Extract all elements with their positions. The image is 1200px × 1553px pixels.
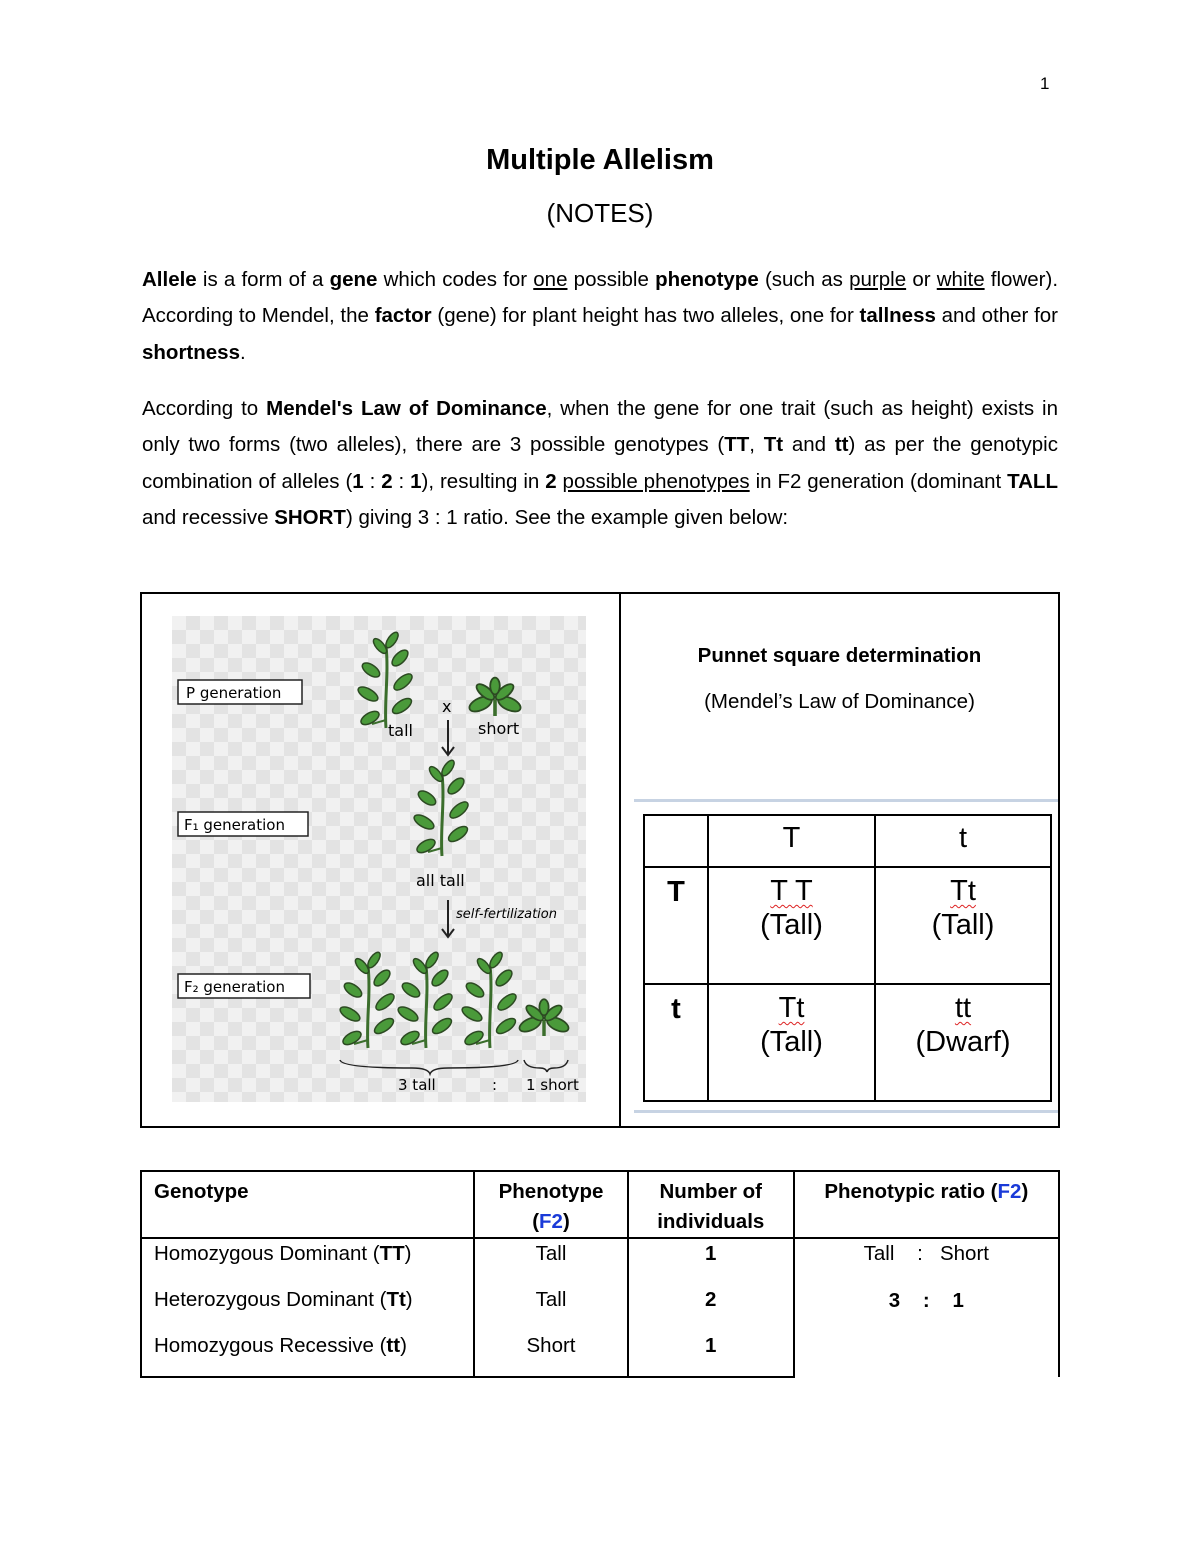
text-run: and recessive [142,505,275,529]
count-cell [628,1331,794,1377]
short-plant-icon [467,678,523,716]
f2-short-plant-icon [517,999,570,1036]
p-generation-label: P generation [186,684,282,702]
f2-label: F2 [997,1180,1022,1203]
text-run: is a form of a [196,268,330,291]
phenotype-cell: Tall [474,1238,628,1285]
punnett-cell [875,867,1051,984]
all-tall-label: all tall [416,871,465,890]
rule-top [634,799,1058,802]
paragraph-law-of-dominance [142,391,1058,536]
genotype-code: tt [386,1334,401,1357]
count-value: 2 [705,1287,717,1311]
text-run: , when the gene for one trait (such as height) exists in only two forms (two alleles), there are 3 possible genotypes ( [142,397,1058,457]
term-tallness: tallness [859,304,936,328]
text-run: and [783,433,835,457]
arrow-down-icon [442,900,454,937]
arrow-down-icon [442,720,454,755]
header-ratio-text: Phenotypic ratio ( [824,1180,998,1203]
text-run: flower). According to Mendel, the [142,268,1059,328]
punnett-row-header: t [644,984,708,1101]
short-label: short [478,719,520,738]
f2-tall-plant-icon-2 [396,950,455,1048]
punnett-cell [708,984,875,1101]
paren: ) [1021,1180,1029,1203]
genotype-code: TT [379,1242,405,1265]
term-phenotype: phenotype [655,268,759,291]
f2-tall-plant-icon-3 [460,950,519,1048]
underlined-purple: purple [849,268,907,291]
term-short: SHORT [274,505,346,529]
monohybrid-cross-diagram [172,616,586,1102]
ratio-number: 1 [410,469,422,493]
count-value: 1 [705,1334,717,1357]
punnett-corner [644,815,708,867]
term-tall: TALL [1007,469,1058,493]
punnett-heading: Punnet square determination [697,644,982,667]
ratio-colon: : [492,1076,498,1094]
count-cell [628,1285,794,1332]
text-run: which codes for [377,268,534,291]
text-run: (such as [758,268,850,291]
ratio-labels: Tall : Short [863,1242,989,1265]
genotype-summary-table [140,1170,1060,1378]
text-run: ) as per the genotypic combination of alleles ( [142,433,1058,493]
three-tall-label: 3 tall [398,1076,436,1094]
header-number-line2: individuals [657,1210,765,1233]
phenotype-count: 2 [545,469,557,493]
genotype-name: Heterozygous Dominant ( [154,1287,387,1311]
mendel-figure-box [140,592,1060,1128]
table-row [141,1238,1059,1285]
f1-tall-plant-icon [412,758,471,856]
header-number-line1: Number of [659,1180,762,1203]
self-fertilization-label: self-fertilization [456,907,557,922]
punnett-col-header: T [708,815,875,867]
rule-bottom [634,1110,1058,1113]
paragraph-allele-definition [142,262,1058,371]
text-run: : [392,469,411,493]
ratio-cell [794,1238,1059,1377]
text-run: in F2 generation (dominant [749,469,1008,493]
tall-plant-icon [356,630,415,728]
punnett-cell [708,867,875,984]
text-run: According to [142,397,267,420]
ratio-number: 1 [352,469,364,493]
paren: ) [404,1242,412,1265]
underlined-white: white [936,268,985,291]
short-brace [524,1060,568,1072]
cell-genotype: Tt [778,992,805,1024]
header-number-of-individuals [628,1171,794,1238]
punnett-cell [875,984,1051,1101]
genotype-cell [141,1285,474,1332]
figure-divider [619,594,621,1126]
f2-tall-plant-icon-1 [338,950,397,1048]
punnett-row-header: T [644,867,708,984]
cross-symbol: x [442,697,452,716]
text-run: : [363,469,382,493]
f2-generation-label: F₂ generation [184,978,285,996]
cell-phenotype: (Dwarf) [915,1026,1011,1058]
page-number: 1 [1040,74,1050,93]
tall-brace [340,1060,518,1074]
underlined-possible-phenotypes: possible phenotypes [562,469,750,493]
paren: ) [400,1334,407,1357]
punnett-col-header: t [875,815,1051,867]
paren: ) [562,1210,570,1233]
genotype-cell [141,1331,474,1377]
punnett-subheading: (Mendel’s Law of Dominance) [704,690,975,713]
header-phenotype-text: Phenotype [498,1180,604,1203]
text-run: ), resulting in [421,469,546,493]
one-short-label: 1 short [526,1076,579,1094]
punnett-square [643,814,1052,1102]
cell-phenotype: (Tall) [760,909,823,941]
text-run: ) giving 3 : 1 ratio. See the example given below: [345,505,789,529]
term-factor: factor [374,304,432,328]
cell-genotype: T T [770,875,813,907]
count-cell [628,1238,794,1285]
tall-label: tall [388,721,413,740]
term-shortness: shortness [142,340,240,364]
genotype-code: Tt [386,1287,406,1311]
genotype-cell [141,1238,474,1285]
cell-phenotype: (Tall) [760,1026,823,1058]
f2-label: F2 [539,1210,563,1233]
cell-genotype: tt [954,992,972,1024]
header-phenotypic-ratio [794,1171,1059,1238]
term-gene: gene [329,268,378,291]
cell-phenotype: (Tall) [931,909,995,941]
genotype-name: Homozygous Recessive ( [154,1334,387,1357]
ratio-values: 3 : 1 [888,1288,964,1312]
genotype-tt: tt [834,433,849,457]
phenotype-cell: Tall [474,1285,628,1332]
count-value: 1 [705,1242,717,1265]
paren: ) [405,1287,413,1311]
text-run: and other for [935,304,1058,328]
text-run: , [749,433,764,457]
f1-generation-label: F₁ generation [184,816,285,834]
phenotype-cell: Short [474,1331,628,1377]
genotype-TT: TT [724,433,750,457]
ratio-number: 2 [381,469,393,493]
text-run: or [906,268,937,291]
text-run: possible [567,268,656,291]
page-subtitle: (NOTES) [546,198,654,228]
term-allele: Allele [142,268,197,291]
text-run: (gene) for plant height has two alleles, one for [431,304,860,328]
paren: ( [532,1210,540,1233]
underlined-one: one [533,268,568,291]
genotype-Tt: Tt [763,433,784,457]
term-law-of-dominance: Mendel's Law of Dominance [266,397,547,420]
cross-diagram-svg [172,616,586,1102]
genotype-name: Homozygous Dominant ( [154,1242,380,1265]
cell-genotype: Tt [950,875,976,907]
text-run: . [239,340,246,364]
page-title: Multiple Allelism [486,144,714,176]
header-phenotype [474,1171,628,1238]
header-genotype: Genotype [141,1171,474,1238]
